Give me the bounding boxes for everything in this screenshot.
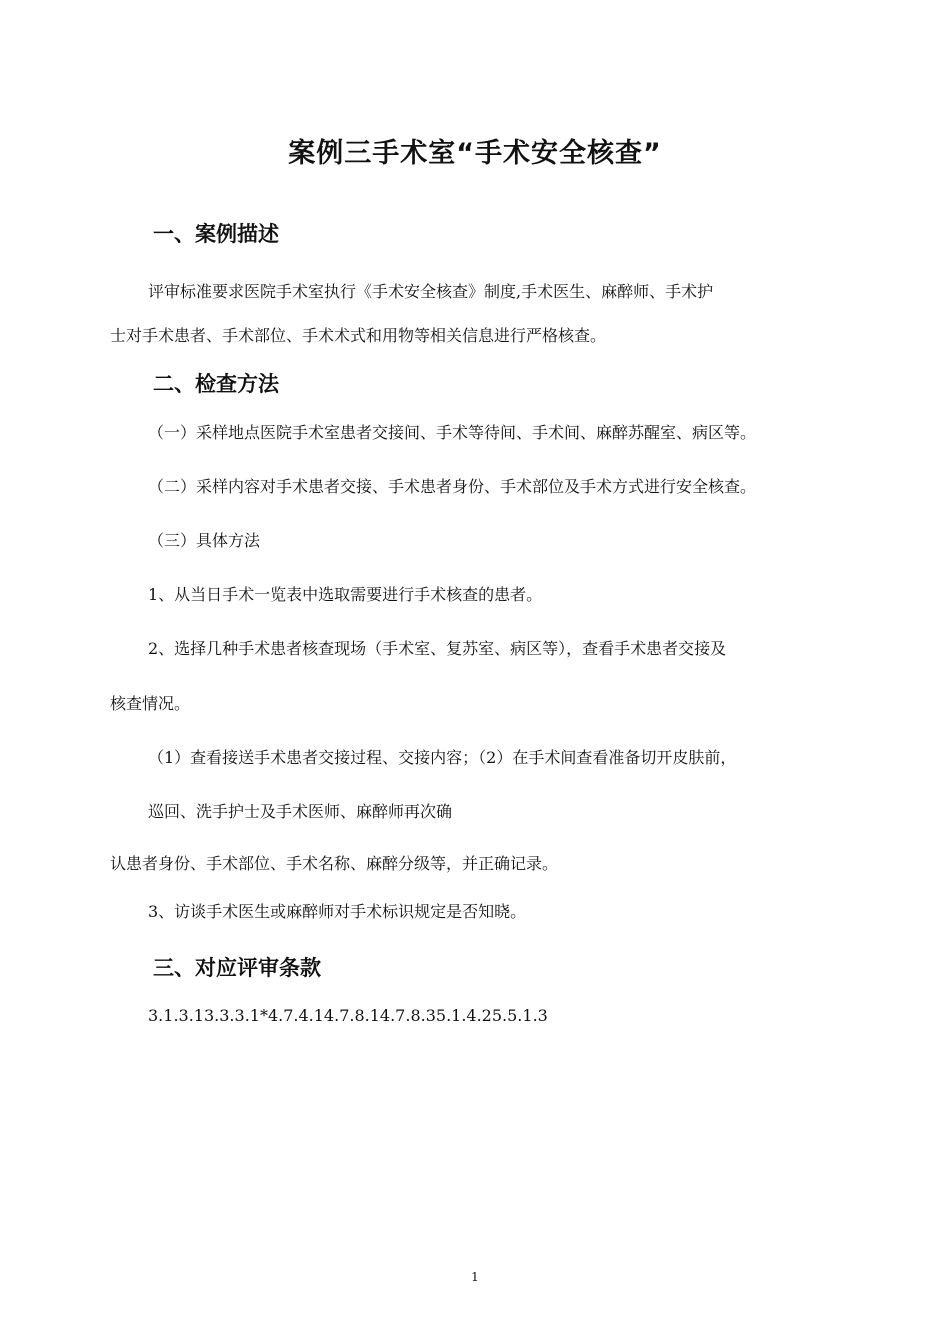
paragraph-line: （三）具体方法	[148, 531, 261, 550]
paragraph-line: 核查情况。	[110, 694, 191, 713]
paragraph-line: 认患者身份、手术部位、手术名称、麻醉分级等，并正确记录。	[110, 854, 559, 873]
paragraph-line: 2、选择几种手术患者核查现场（手术室、复苏室、病区等），查看手术患者交接及	[148, 639, 727, 658]
page-number: 1	[471, 1270, 479, 1284]
section-heading-inspection-method: 二、检查方法	[153, 372, 279, 396]
paragraph-line: 评审标准要求医院手术室执行《手术安全核查》制度,手术医生、麻醉师、手术护	[148, 282, 714, 301]
clause-numbers: 3.1.3.13.3.3.1*4.7.4.14.7.8.14.7.8.35.1.4.25.5.1.3	[148, 1006, 548, 1025]
paragraph-line: （1）查看接送手术患者交接过程、交接内容；（2）在手术间查看准备切开皮肤前，	[148, 748, 737, 767]
paragraph-line: 3、访谈手术医生或麻醉师对手术标识规定是否知晓。	[148, 902, 527, 921]
section-heading-case-description: 一、案例描述	[153, 222, 279, 246]
paragraph-line: 士对手术患者、手术部位、手术术式和用物等相关信息进行严格核查。	[110, 326, 607, 345]
paragraph-line: （二）采样内容对手术患者交接、手术患者身份、手术部位及手术方式进行安全核查。	[148, 477, 757, 496]
section-heading-review-clauses: 三、对应评审条款	[153, 956, 321, 980]
document-title: 案例三手术室“手术安全核查”	[288, 138, 662, 169]
paragraph-line: 1、从当日手术一览表中选取需要进行手术核查的患者。	[148, 585, 543, 604]
paragraph-line: 巡回、洗手护士及手术医师、麻醉师再次确	[148, 802, 453, 821]
paragraph-line: （一）采样地点医院手术室患者交接间、手术等待间、手术间、麻醉苏醒室、病区等。	[148, 423, 757, 442]
